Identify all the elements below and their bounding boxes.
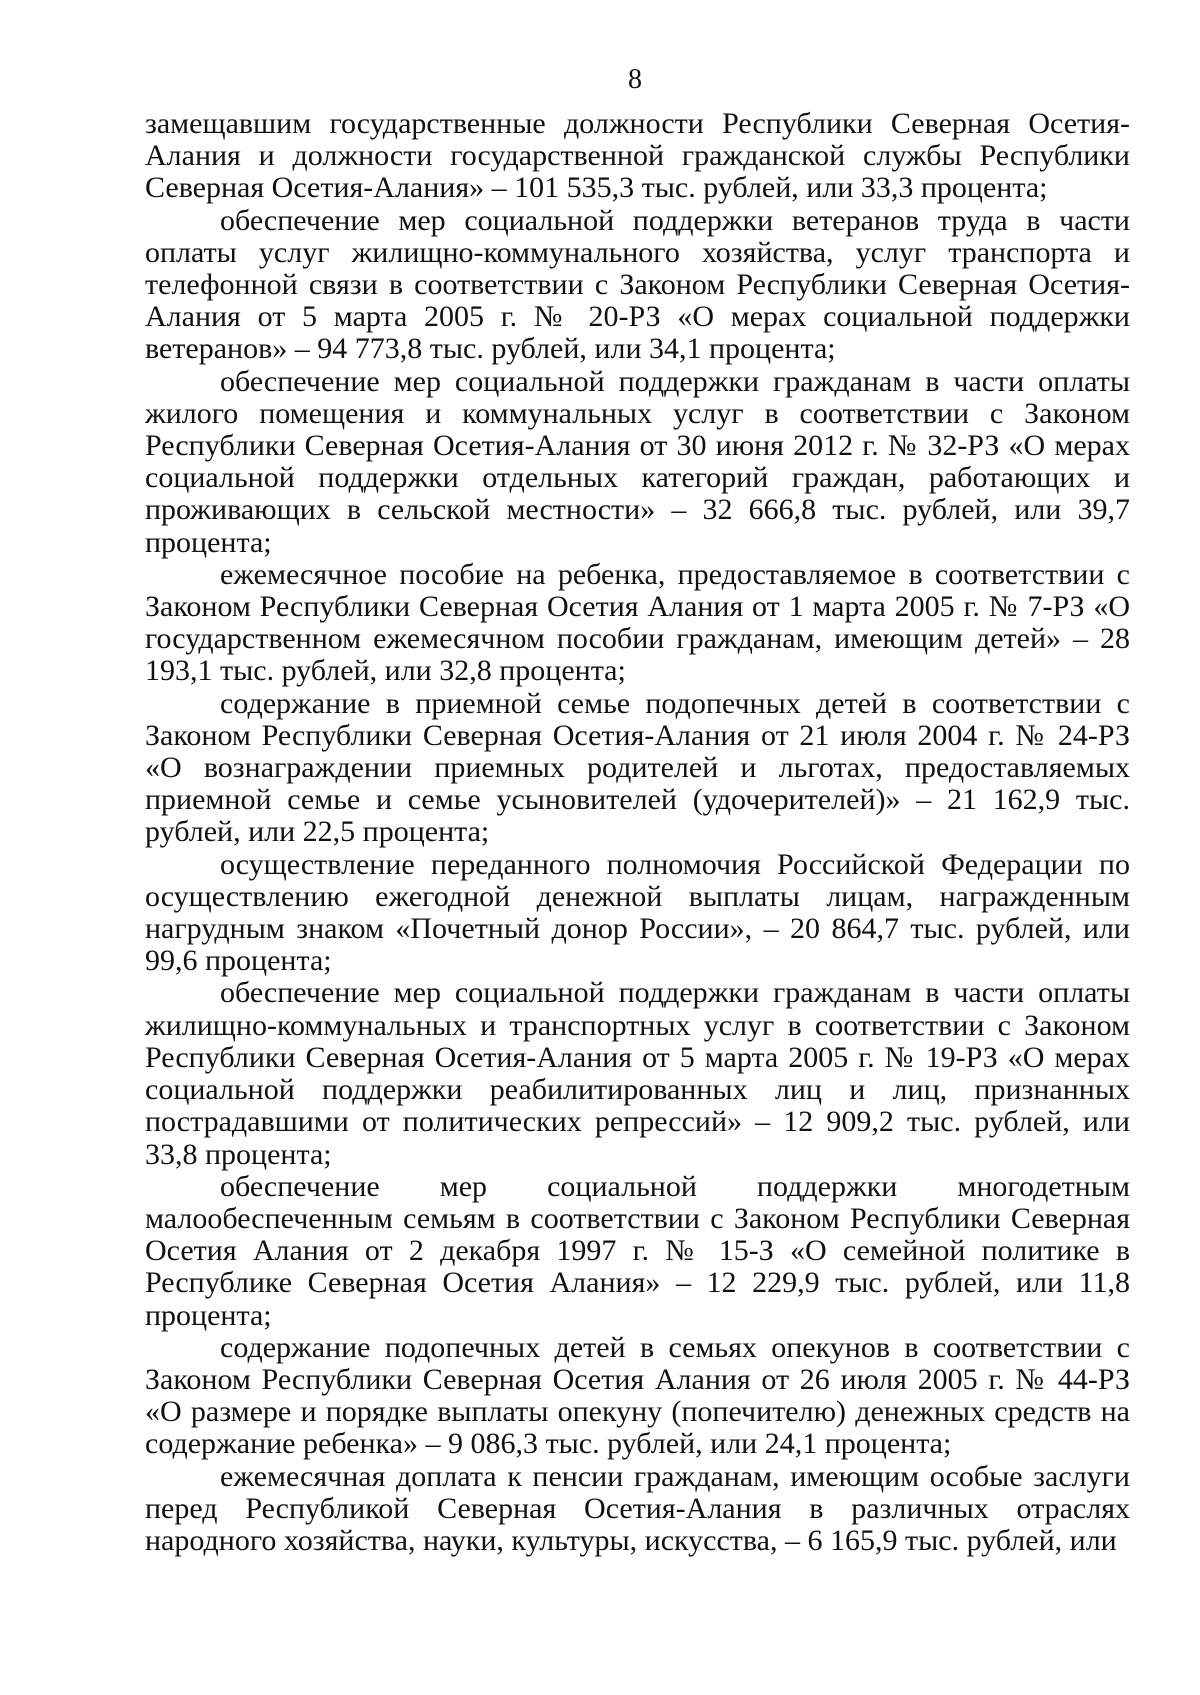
paragraph-rural-residents: обеспечение мер социальной поддержки гражданам в части оплаты жилого помещения и коммунальных услуг в соответствии с Законом Республики Северная Осетия-Алания от 30 июня 2012 г. № 32-РЗ «О мерах социальной поддержки отдельных категорий граждан, работающих и проживающих в сельской местности» – 32 666,8 тыс. рублей, или 39,7 процента; [145, 364, 1130, 559]
paragraph-labor-veterans: обеспечение мер социальной поддержки ветеранов труда в части оплаты услуг жилищно-коммунального хозяйства, услуг транспорта и телефонной связи в соответствии с Законом Республики Северная Осетия-Алания от 5 марта 2005 г. № 20-РЗ «О мерах социальной поддержки ветеранов» – 94 773,8 тыс. рублей, или 34,1 процента; [145, 203, 1130, 366]
paragraph-pension-supplement: ежемесячная доплата к пенсии гражданам, имеющим особые заслуги перед Республикой Северная Осетия-Алания в различных отраслях народного хозяйства, науки, культуры, искусства, – 6 165,9 тыс. рублей, или [145, 1459, 1130, 1557]
paragraph-large-families: обеспечение мер социальной поддержки многодетным малообеспеченным семьям в соответствии с Законом Республики Северная Осетия Алания от 2 декабря 1997 г. № 15-З «О семейной политике в Республике Северная Осетия Алания» – 12 229,9 тыс. рублей, или 11,8 процента; [145, 1169, 1130, 1332]
paragraph-rehabilitated-persons: обеспечение мер социальной поддержки гражданам в части оплаты жилищно-коммунальных и транспортных услуг в соответствии с Законом Республики Северная Осетия-Алания от 5 марта 2005 г. № 19-РЗ «О мерах социальной поддержки реабилитированных лиц и лиц, признанных пострадавшими от политических репрессий» – 12 909,2 тыс. рублей, или 33,8 процента; [145, 976, 1130, 1171]
paragraph-officials-continuation: замещавшим государственные должности Республики Северная Осетия-Алания и должности государственной гражданской службы Республики Северная Осетия-Алания» – 101 535,3 тыс. рублей, или 33,3 процента; [145, 107, 1130, 205]
paragraph-foster-family: содержание в приемной семье подопечных детей в соответствии с Законом Республики Северная Осетия-Алания от 21 июля 2004 г. № 24-РЗ «О вознаграждении приемных родителей и льготах, предоставляемых приемной семье и семье усыновителей (удочерителей)» – 21 162,9 тыс. рублей, или 22,5 процента; [145, 686, 1130, 849]
paragraph-honorary-donor: осуществление переданного полномочия Российской Федерации по осуществлению ежегодной денежной выплаты лицам, награжденным нагрудным знаком «Почетный донор России», – 20 864,7 тыс. рублей, или 99,6 процента; [145, 847, 1130, 978]
paragraph-child-allowance: ежемесячное пособие на ребенка, предоставляемое в соответствии с Законом Республики Северная Осетия Алания от 1 марта 2005 г. № 7-РЗ «О государственном ежемесячном пособии гражданам, имеющим детей» – 28 193,1 тыс. рублей, или 32,8 процента; [145, 557, 1130, 688]
page-number: 8 [628, 64, 642, 95]
paragraph-guardianship: содержание подопечных детей в семьях опекунов в соответствии с Законом Республики Северная Осетия Алания от 26 июля 2005 г. № 44-РЗ «О размере и порядке выплаты опекуну (попечителю) денежных средств на содержание ребенка» – 9 086,3 тыс. рублей, или 24,1 процента; [145, 1330, 1130, 1461]
document-body [145, 108, 1130, 1557]
